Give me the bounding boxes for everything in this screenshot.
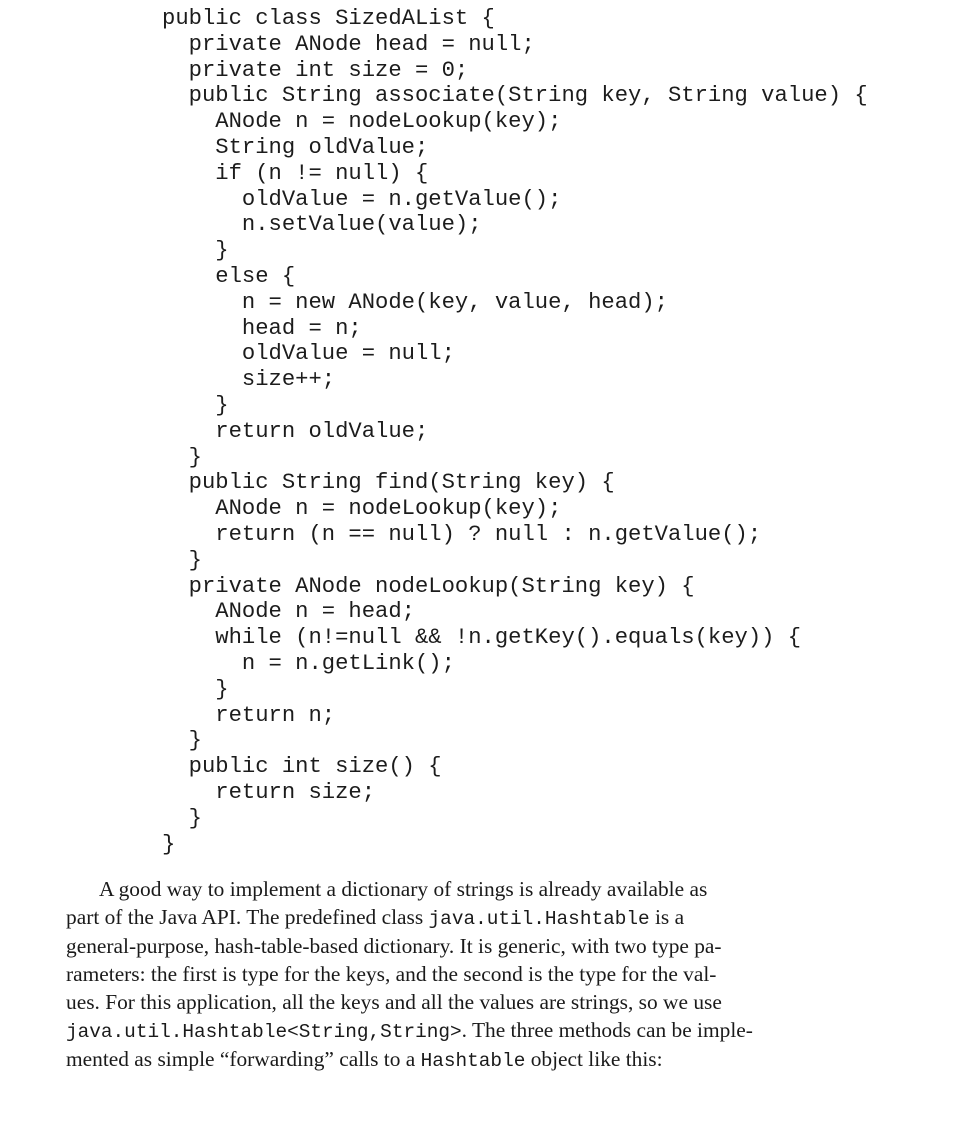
paragraph-text: is a bbox=[649, 905, 685, 930]
code-line: public class SizedAList { bbox=[162, 6, 495, 31]
inline-code: Hashtable bbox=[420, 1049, 526, 1072]
code-line: else { bbox=[162, 263, 296, 289]
code-line: } bbox=[162, 444, 202, 470]
code-line: while (n!=null && !n.getKey().equals(key)) { bbox=[162, 625, 802, 651]
paragraph-line bbox=[66, 988, 896, 1016]
paragraph-text: part of the Java API. The predefined class bbox=[66, 905, 429, 930]
code-line: return n; bbox=[162, 702, 336, 728]
code-line: if (n != null) { bbox=[162, 160, 429, 186]
code-line: ANode n = nodeLookup(key); bbox=[162, 109, 562, 135]
code-line: } bbox=[162, 392, 229, 418]
code-line: public String find(String key) { bbox=[162, 470, 615, 496]
code-line: return size; bbox=[162, 779, 376, 805]
paragraph-text: A good way to implement a dictionary of strings is already available as bbox=[99, 877, 708, 901]
code-line: oldValue = null; bbox=[162, 341, 455, 367]
paragraph-line bbox=[66, 1016, 896, 1044]
paragraph-text: rameters: the first is type for the keys, and the second is the type for the val- bbox=[66, 961, 717, 986]
code-line: private int size = 0; bbox=[162, 57, 469, 83]
inline-code: java.util.Hashtable<String,String> bbox=[66, 1021, 462, 1044]
paragraph-text: ues. For this application, all the keys and all the values are strings, so we use bbox=[66, 990, 722, 1015]
code-line: public int size() { bbox=[162, 754, 442, 780]
code-line: size++; bbox=[162, 367, 336, 393]
paragraph-line bbox=[66, 932, 896, 960]
paragraph-line bbox=[66, 1045, 896, 1073]
code-line: return (n == null) ? null : n.getValue(); bbox=[162, 521, 762, 547]
code-line: private ANode nodeLookup(String key) { bbox=[162, 573, 695, 599]
code-line: n = new ANode(key, value, head); bbox=[162, 289, 668, 315]
code-line: } bbox=[162, 238, 229, 264]
code-listing bbox=[162, 6, 942, 857]
code-line: n = n.getLink(); bbox=[162, 650, 455, 676]
code-line: private ANode head = null; bbox=[162, 31, 535, 57]
paragraph-text: mented as simple “forwarding” calls to a bbox=[66, 1046, 421, 1071]
body-paragraph bbox=[66, 875, 896, 1073]
code-line: public String associate(String key, String value) { bbox=[162, 83, 868, 109]
paragraph-line bbox=[66, 875, 896, 903]
code-line: } bbox=[162, 547, 202, 573]
code-line: head = n; bbox=[162, 315, 362, 341]
code-line: String oldValue; bbox=[162, 134, 429, 160]
paragraph-line bbox=[66, 903, 896, 931]
paragraph-text: . The three methods can be imple- bbox=[461, 1018, 753, 1043]
code-line: } bbox=[162, 805, 202, 831]
code-line: } bbox=[162, 831, 176, 857]
code-line: return oldValue; bbox=[162, 418, 429, 444]
paragraph-line bbox=[66, 960, 896, 988]
inline-code: java.util.Hashtable bbox=[428, 908, 650, 931]
code-line: } bbox=[162, 728, 202, 754]
paragraph-text: object like this: bbox=[525, 1046, 663, 1071]
code-line: ANode n = head; bbox=[162, 599, 415, 625]
code-line: n.setValue(value); bbox=[162, 212, 482, 238]
code-line: ANode n = nodeLookup(key); bbox=[162, 496, 562, 522]
paragraph-text: general-purpose, hash-table-based dictionary. It is generic, with two type pa- bbox=[66, 933, 722, 958]
code-line: } bbox=[162, 676, 229, 702]
code-line: oldValue = n.getValue(); bbox=[162, 186, 562, 212]
